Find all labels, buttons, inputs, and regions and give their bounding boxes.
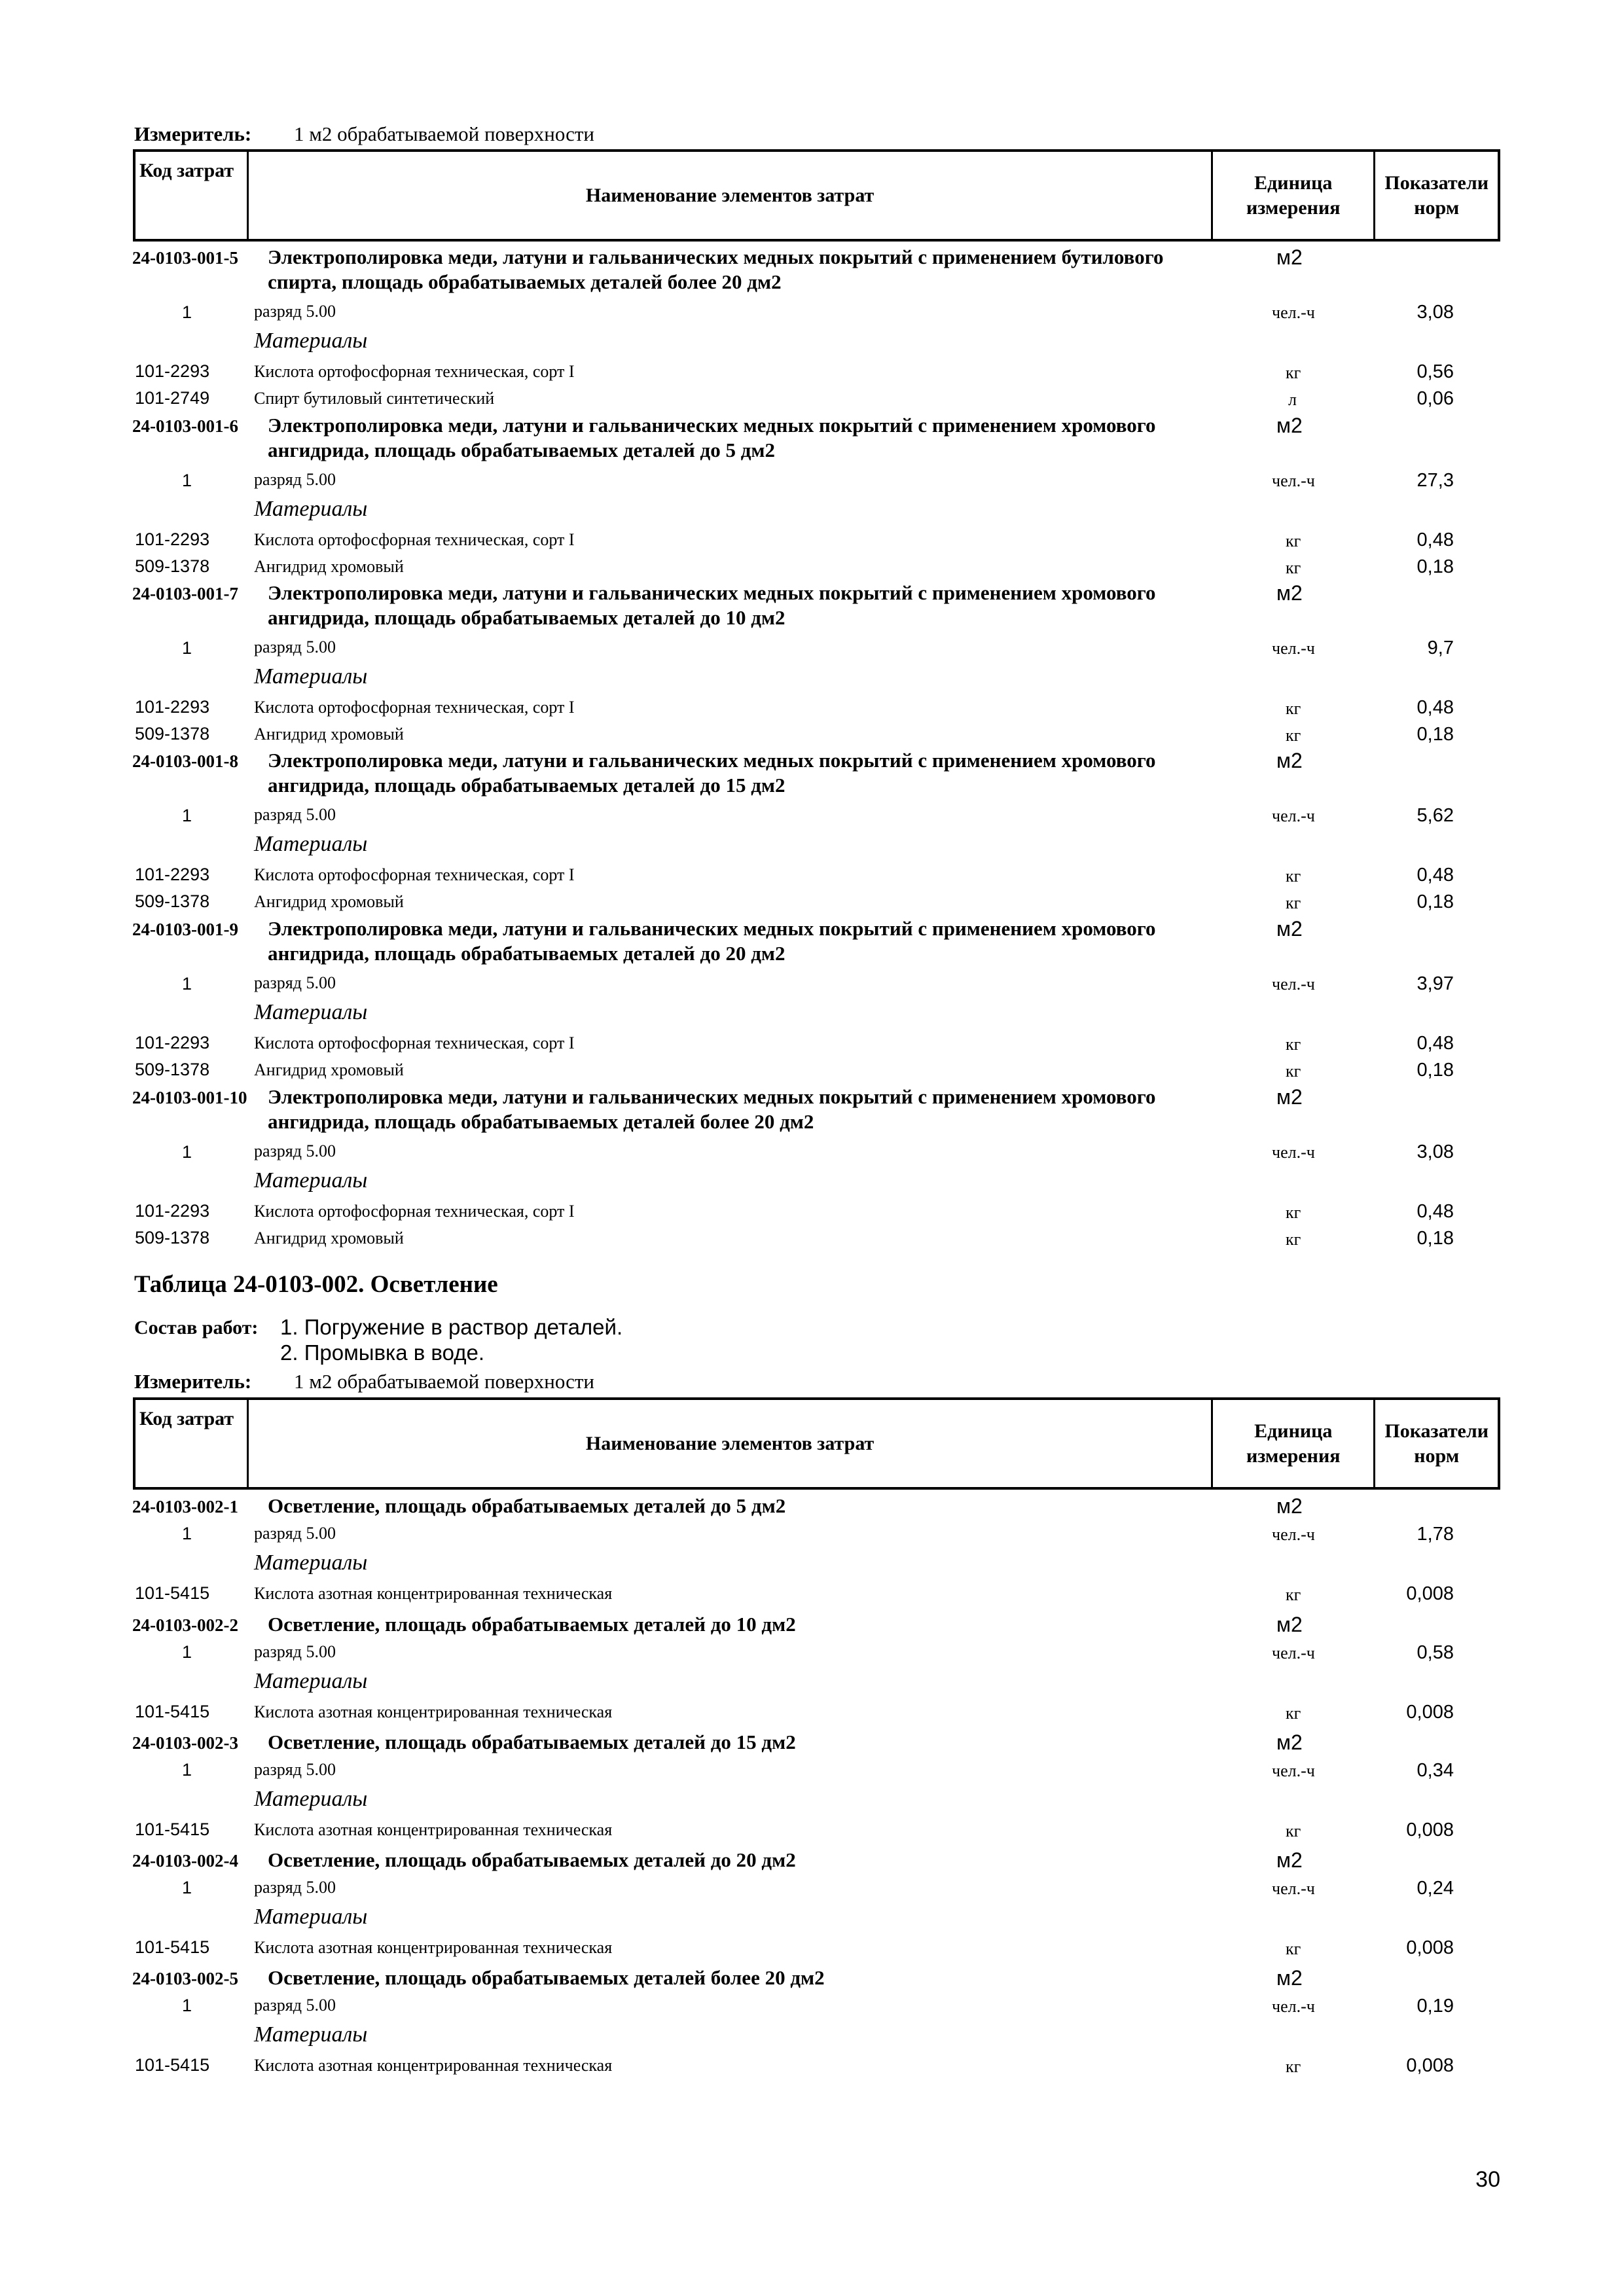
entry-code: 24-0103-002-1 xyxy=(132,1497,238,1516)
work-composition-item: 1. Погружение в раствор деталей. xyxy=(280,1315,623,1339)
material-norm: 0,48 xyxy=(1416,529,1454,550)
entry-code: 24-0103-001-10 xyxy=(132,1088,247,1107)
material-unit: кг xyxy=(1286,867,1301,886)
material-unit: кг xyxy=(1286,558,1301,577)
worker-norm: 0,58 xyxy=(1416,1642,1454,1663)
materials-heading: Материалы xyxy=(254,1168,368,1193)
worker-number: 1 xyxy=(182,1760,192,1780)
entry-name-line2: ангидрида, площадь обрабатываемых деталей до 10 дм2 xyxy=(268,606,785,629)
worker-unit: чел.-ч xyxy=(1272,1143,1315,1162)
entry-code: 24-0103-001-5 xyxy=(132,248,238,268)
material-unit: л xyxy=(1288,390,1297,409)
entry-name-line1: Электрополировка меди, латуни и гальванических медных покрытий с применением хромового xyxy=(268,749,1156,772)
material-norm: 0,48 xyxy=(1416,1033,1454,1054)
material-unit: кг xyxy=(1286,363,1301,382)
material-name: Ангидрид хромовый xyxy=(254,892,404,911)
worker-norm: 5,62 xyxy=(1416,805,1454,826)
material-unit: кг xyxy=(1286,531,1301,550)
entry-unit: м2 xyxy=(1276,1613,1303,1636)
entry-name-line1: Электрополировка меди, латуни и гальванических медных покрытий с применением хромового xyxy=(268,581,1156,604)
material-name: Кислота ортофосфорная техническая, сорт I xyxy=(254,698,575,717)
material-norm: 0,48 xyxy=(1416,697,1454,718)
worker-number: 1 xyxy=(182,1524,192,1543)
material-unit: кг xyxy=(1286,1821,1301,1840)
material-code: 101-5415 xyxy=(135,1937,210,1957)
material-unit: кг xyxy=(1286,726,1301,745)
worker-grade: разряд 5.00 xyxy=(254,1760,336,1779)
worker-grade: разряд 5.00 xyxy=(254,637,336,656)
worker-number: 1 xyxy=(182,638,192,658)
entry-name-line1: Электрополировка меди, латуни и гальванических медных покрытий с применением хромового xyxy=(268,414,1156,437)
entry-name: Осветление, площадь обрабатываемых деталей до 15 дм2 xyxy=(268,1731,796,1753)
entry-name: Осветление, площадь обрабатываемых деталей до 10 дм2 xyxy=(268,1613,796,1636)
work-composition-item: 2. Промывка в воде. xyxy=(280,1340,485,1365)
material-norm: 0,18 xyxy=(1416,891,1454,912)
material-unit: кг xyxy=(1286,1035,1301,1054)
material-unit: кг xyxy=(1286,893,1301,912)
entry-code: 24-0103-002-5 xyxy=(132,1969,238,1988)
entry-unit: м2 xyxy=(1276,1494,1303,1518)
material-code: 101-5415 xyxy=(135,1583,210,1603)
worker-unit: чел.-ч xyxy=(1272,1997,1315,2016)
entry-name-line2: ангидрида, площадь обрабатываемых деталей до 5 дм2 xyxy=(268,439,776,461)
worker-number: 1 xyxy=(182,302,192,322)
material-name: Кислота азотная концентрированная техническая xyxy=(254,1820,613,1839)
materials-heading: Материалы xyxy=(254,1905,368,1929)
entry-name-line1: Электрополировка меди, латуни и гальванических медных покрытий с применением хромового xyxy=(268,1085,1156,1108)
worker-norm: 27,3 xyxy=(1416,470,1454,491)
material-name: Ангидрид хромовый xyxy=(254,1060,404,1079)
entry-name: Осветление, площадь обрабатываемых деталей до 5 дм2 xyxy=(268,1494,786,1517)
material-name: Кислота ортофосфорная техническая, сорт I xyxy=(254,1202,575,1221)
entry-unit: м2 xyxy=(1276,581,1303,605)
worker-number: 1 xyxy=(182,974,192,994)
material-code: 101-2293 xyxy=(135,361,210,381)
header-name: Наименование элементов затрат xyxy=(248,1399,1212,1488)
material-unit: кг xyxy=(1286,699,1301,718)
worker-grade: разряд 5.00 xyxy=(254,805,336,824)
material-unit: кг xyxy=(1286,1585,1301,1604)
worker-unit: чел.-ч xyxy=(1272,975,1315,994)
header-unit: Единица измерения xyxy=(1212,151,1375,240)
worker-norm: 3,08 xyxy=(1416,1141,1454,1162)
material-code: 509-1378 xyxy=(135,891,210,911)
material-norm: 0,008 xyxy=(1406,1937,1454,1958)
entry-name-line2: ангидрида, площадь обрабатываемых деталей до 15 дм2 xyxy=(268,774,785,797)
worker-norm: 9,7 xyxy=(1427,637,1454,658)
material-unit: кг xyxy=(1286,1203,1301,1222)
material-code: 509-1378 xyxy=(135,1228,210,1247)
entry-unit: м2 xyxy=(1276,414,1303,437)
entry-name-line2: спирта, площадь обрабатываемых деталей более 20 дм2 xyxy=(268,270,782,293)
entry-name-line1: Электрополировка меди, латуни и гальванических медных покрытий с применением хромового xyxy=(268,917,1156,940)
header-code: Код затрат xyxy=(134,1399,248,1488)
entry-name-line2: ангидрида, площадь обрабатываемых деталей более 20 дм2 xyxy=(268,1110,814,1133)
entry-unit: м2 xyxy=(1276,1731,1303,1754)
header-norm: Показатели норм xyxy=(1375,151,1499,240)
material-code: 101-2293 xyxy=(135,529,210,549)
material-name: Кислота азотная концентрированная техническая xyxy=(254,1584,613,1603)
material-code: 101-5415 xyxy=(135,2055,210,2075)
worker-unit: чел.-ч xyxy=(1272,1525,1315,1544)
entry-code: 24-0103-001-6 xyxy=(132,416,238,436)
worker-unit: чел.-ч xyxy=(1272,471,1315,490)
worker-number: 1 xyxy=(182,1878,192,1897)
materials-heading: Материалы xyxy=(254,2022,368,2047)
material-norm: 0,008 xyxy=(1406,1820,1454,1840)
material-name: Кислота азотная концентрированная техническая xyxy=(254,1702,613,1721)
material-code: 101-5415 xyxy=(135,1702,210,1721)
header-norm: Показатели норм xyxy=(1375,1399,1499,1488)
entry-unit: м2 xyxy=(1276,917,1303,941)
header-table xyxy=(133,149,1500,242)
entry-code: 24-0103-001-7 xyxy=(132,584,238,603)
worker-grade: разряд 5.00 xyxy=(254,1141,336,1160)
material-name: Кислота ортофосфорная техническая, сорт I xyxy=(254,530,575,549)
measure-value: 1 м2 обрабатываемой поверхности xyxy=(294,122,595,145)
material-norm: 0,48 xyxy=(1416,865,1454,886)
entry-unit: м2 xyxy=(1276,245,1303,269)
material-name: Кислота азотная концентрированная техническая xyxy=(254,1938,613,1957)
materials-heading: Материалы xyxy=(254,1787,368,1811)
entry-name: Осветление, площадь обрабатываемых деталей более 20 дм2 xyxy=(268,1966,825,1989)
material-code: 101-5415 xyxy=(135,1820,210,1839)
worker-norm: 1,78 xyxy=(1416,1524,1454,1545)
material-norm: 0,18 xyxy=(1416,556,1454,577)
worker-number: 1 xyxy=(182,1142,192,1162)
worker-grade: разряд 5.00 xyxy=(254,1878,336,1897)
material-name: Ангидрид хромовый xyxy=(254,557,404,576)
material-code: 101-2293 xyxy=(135,1033,210,1052)
worker-unit: чел.-ч xyxy=(1272,1879,1315,1898)
header-name: Наименование элементов затрат xyxy=(248,151,1212,240)
material-unit: кг xyxy=(1286,1939,1301,1958)
material-name: Кислота ортофосфорная техническая, сорт I xyxy=(254,865,575,884)
worker-unit: чел.-ч xyxy=(1272,639,1315,658)
work-composition-label: Состав работ: xyxy=(134,1317,259,1338)
worker-number: 1 xyxy=(182,1996,192,2015)
material-code: 101-2293 xyxy=(135,697,210,717)
material-name: Ангидрид хромовый xyxy=(254,1229,404,1247)
worker-grade: разряд 5.00 xyxy=(254,973,336,992)
worker-grade: разряд 5.00 xyxy=(254,1524,336,1543)
worker-number: 1 xyxy=(182,471,192,490)
table-title: Таблица 24-0103-002. Осветление xyxy=(134,1271,498,1298)
worker-unit: чел.-ч xyxy=(1272,806,1315,825)
worker-unit: чел.-ч xyxy=(1272,303,1315,322)
worker-norm: 0,19 xyxy=(1416,1996,1454,2017)
entry-code: 24-0103-001-9 xyxy=(132,920,238,939)
worker-unit: чел.-ч xyxy=(1272,1761,1315,1780)
materials-heading: Материалы xyxy=(254,1000,368,1024)
material-norm: 0,008 xyxy=(1406,2055,1454,2076)
entry-unit: м2 xyxy=(1276,1966,1303,1990)
entry-unit: м2 xyxy=(1276,1085,1303,1109)
worker-grade: разряд 5.00 xyxy=(254,470,336,489)
material-norm: 0,48 xyxy=(1416,1201,1454,1222)
worker-grade: разряд 5.00 xyxy=(254,302,336,321)
worker-norm: 3,97 xyxy=(1416,973,1454,994)
material-unit: кг xyxy=(1286,1230,1301,1249)
entry-code: 24-0103-002-3 xyxy=(132,1733,238,1753)
material-norm: 0,56 xyxy=(1416,361,1454,382)
material-unit: кг xyxy=(1286,2057,1301,2076)
material-name: Спирт бутиловый синтетический xyxy=(254,389,495,408)
materials-heading: Материалы xyxy=(254,497,368,521)
entry-code: 24-0103-002-4 xyxy=(132,1851,238,1871)
material-norm: 0,008 xyxy=(1406,1583,1454,1604)
material-unit: кг xyxy=(1286,1704,1301,1723)
worker-unit: чел.-ч xyxy=(1272,1643,1315,1662)
page-number: 30 xyxy=(1475,2167,1500,2192)
worker-norm: 3,08 xyxy=(1416,302,1454,323)
entry-code: 24-0103-002-2 xyxy=(132,1615,238,1635)
entry-name-line1: Электрополировка меди, латуни и гальванических медных покрытий с применением бутилового xyxy=(268,245,1164,268)
material-code: 509-1378 xyxy=(135,1060,210,1079)
worker-number: 1 xyxy=(182,1642,192,1662)
entry-code: 24-0103-001-8 xyxy=(132,751,238,771)
material-unit: кг xyxy=(1286,1062,1301,1081)
materials-heading: Материалы xyxy=(254,664,368,689)
measure-value: 1 м2 обрабатываемой поверхности xyxy=(294,1370,595,1393)
material-code: 101-2293 xyxy=(135,1201,210,1221)
material-name: Кислота ортофосфорная техническая, сорт I xyxy=(254,1033,575,1052)
material-norm: 0,18 xyxy=(1416,1228,1454,1249)
material-code: 101-2293 xyxy=(135,865,210,884)
materials-heading: Материалы xyxy=(254,832,368,856)
header-code: Код затрат xyxy=(134,151,248,240)
entry-name: Осветление, площадь обрабатываемых деталей до 20 дм2 xyxy=(268,1848,796,1871)
entry-unit: м2 xyxy=(1276,749,1303,772)
entry-name-line2: ангидрида, площадь обрабатываемых деталей до 20 дм2 xyxy=(268,942,785,965)
entry-unit: м2 xyxy=(1276,1848,1303,1872)
materials-heading: Материалы xyxy=(254,1551,368,1575)
material-norm: 0,18 xyxy=(1416,724,1454,745)
material-name: Ангидрид хромовый xyxy=(254,725,404,744)
worker-norm: 0,34 xyxy=(1416,1760,1454,1781)
header-table xyxy=(133,1397,1500,1490)
material-code: 509-1378 xyxy=(135,556,210,576)
materials-heading: Материалы xyxy=(254,1669,368,1693)
material-norm: 0,06 xyxy=(1416,388,1454,409)
material-code: 101-2749 xyxy=(135,388,210,408)
measure-label: Измеритель: xyxy=(134,1370,252,1393)
worker-number: 1 xyxy=(182,806,192,825)
material-norm: 0,18 xyxy=(1416,1060,1454,1081)
worker-grade: разряд 5.00 xyxy=(254,1642,336,1661)
material-name: Кислота ортофосфорная техническая, сорт I xyxy=(254,362,575,381)
material-norm: 0,008 xyxy=(1406,1702,1454,1723)
worker-norm: 0,24 xyxy=(1416,1878,1454,1899)
worker-grade: разряд 5.00 xyxy=(254,1996,336,2015)
header-unit: Единица измерения xyxy=(1212,1399,1375,1488)
material-name: Кислота азотная концентрированная техническая xyxy=(254,2056,613,2075)
material-code: 509-1378 xyxy=(135,724,210,744)
materials-heading: Материалы xyxy=(254,329,368,353)
measure-label: Измеритель: xyxy=(134,122,252,145)
